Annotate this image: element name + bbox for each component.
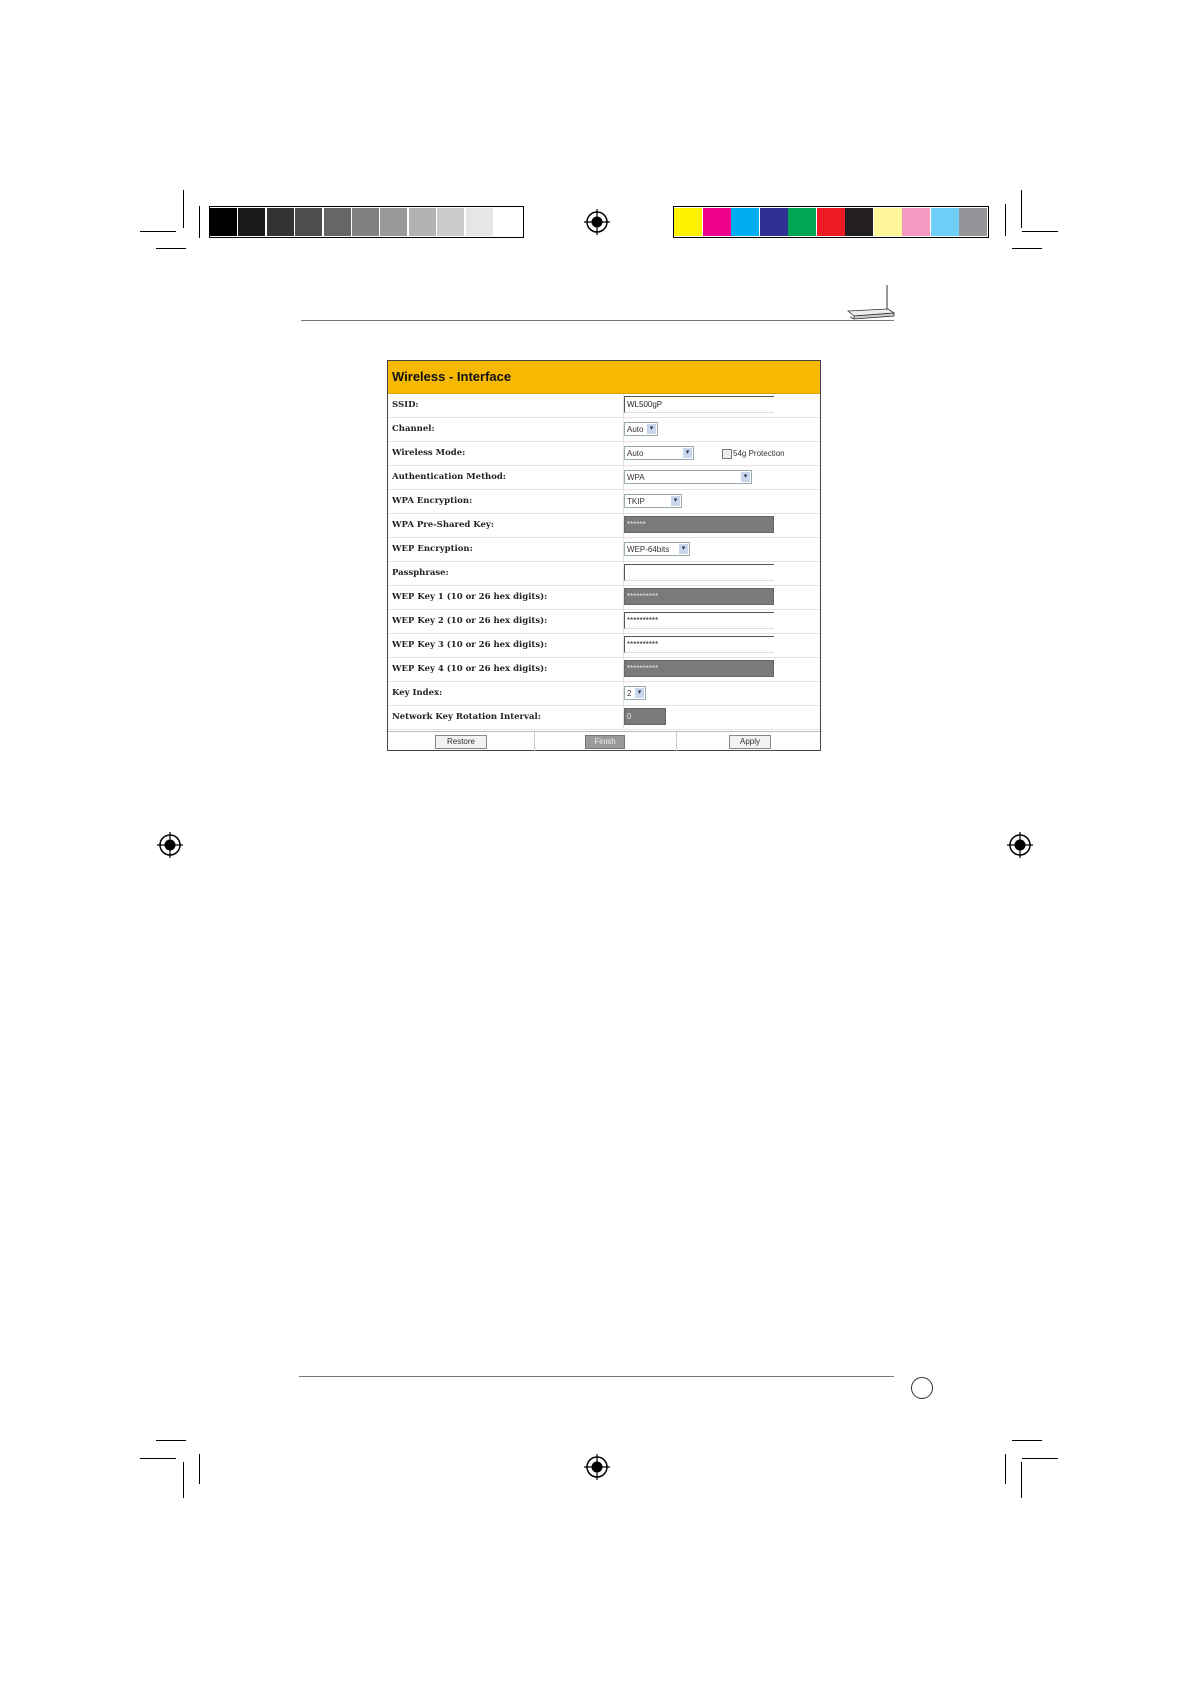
chevron-down-icon[interactable]: ▾ [679,544,688,554]
form-row [388,706,820,730]
wep-key1-input[interactable] [624,588,774,605]
wireless-interface-panel [387,360,821,751]
color-swatch [731,208,759,236]
rotation-interval-input[interactable] [624,708,666,725]
crop-mark [156,1440,186,1441]
wep-key2-input[interactable] [624,612,774,629]
field-value: TKIP [627,497,645,506]
field-value: Auto [627,425,644,434]
crop-mark [199,1454,200,1484]
crop-mark [1012,248,1042,249]
crop-mark [1022,1458,1058,1459]
form-row [388,442,820,466]
color-swatch [409,208,436,236]
crop-mark [199,206,200,238]
color-swatch [210,208,237,236]
field-value: ********** [627,616,659,625]
channel-select[interactable] [624,422,658,436]
crop-mark [140,231,176,232]
form-row [388,466,820,490]
field-label: Channel: [392,424,435,434]
color-swatch [931,208,959,236]
header-rule [301,320,894,321]
color-swatch [817,208,845,236]
registration-mark-icon [584,209,610,235]
checkbox-label: 54g Protection [733,449,785,458]
crop-mark [183,190,184,228]
grayscale-color-bar [209,206,524,238]
process-color-bar [673,206,989,238]
crop-mark [156,248,186,249]
color-swatch [267,208,294,236]
field-label: SSID: [392,400,419,410]
crop-mark [1005,204,1006,236]
footer-rule [299,1376,894,1377]
field-value: Auto [627,449,644,458]
field-value: ********** [627,640,659,649]
crop-mark [1022,231,1058,232]
field-label: WEP Key 2 (10 or 26 hex digits): [392,616,548,626]
crop-mark [1021,190,1022,228]
registration-mark-icon [157,832,183,858]
chevron-down-icon[interactable]: ▾ [671,496,680,506]
field-value: ********** [627,664,659,673]
color-swatch [380,208,407,236]
form-row [388,634,820,658]
finish-button[interactable]: Finish [585,735,625,749]
field-value: 0 [627,712,632,721]
color-swatch [788,208,816,236]
field-label: Key Index: [392,688,443,698]
ssid-input[interactable] [624,396,774,413]
chevron-down-icon[interactable]: ▾ [741,472,750,482]
form-row [388,562,820,586]
color-swatch [466,208,493,236]
chevron-down-icon[interactable]: ▾ [635,688,644,698]
field-value: WEP-64bits [627,545,670,554]
color-swatch [874,208,902,236]
color-swatch [674,208,702,236]
color-swatch [845,208,873,236]
crop-mark [140,1458,176,1459]
color-swatch [352,208,379,236]
field-label: WEP Key 4 (10 or 26 hex digits): [392,664,548,674]
color-swatch [902,208,930,236]
chevron-down-icon[interactable]: ▾ [647,424,656,434]
passphrase-input[interactable] [624,564,774,581]
chevron-down-icon[interactable]: ▾ [683,448,692,458]
form-row [388,538,820,562]
color-swatch [703,208,731,236]
color-swatch [760,208,788,236]
color-swatch [295,208,322,236]
field-value: WL500gP [627,400,663,409]
color-swatch [324,208,351,236]
54g-protection-checkbox[interactable] [722,449,732,459]
crop-mark [1021,1462,1022,1498]
field-label: WEP Encryption: [392,544,473,554]
field-label: Authentication Method: [392,472,506,482]
field-label: WEP Key 1 (10 or 26 hex digits): [392,592,548,602]
color-swatch [238,208,265,236]
form-row [388,418,820,442]
registration-mark-icon [1007,832,1033,858]
form-row [388,586,820,610]
panel-title: Wireless - Interface [388,361,820,394]
field-value: 2 [627,689,632,698]
field-label: WEP Key 3 (10 or 26 hex digits): [392,640,548,650]
color-swatch [437,208,464,236]
auth-method-select[interactable] [624,470,752,484]
wpa-encryption-select[interactable] [624,494,682,508]
field-value: ****** [627,520,646,529]
crop-mark [1012,1440,1042,1441]
registration-mark-icon [584,1454,610,1480]
crop-mark [183,1462,184,1498]
field-label: WPA Encryption: [392,496,473,506]
wpa-psk-input[interactable] [624,516,774,533]
form-row [388,490,820,514]
form-row [388,514,820,538]
form-row [388,394,820,418]
wep-encryption-select[interactable] [624,542,690,556]
field-label: Passphrase: [392,568,449,578]
router-icon [844,283,896,323]
apply-button[interactable]: Apply [729,735,771,749]
form-row [388,682,820,706]
key-index-select[interactable] [624,686,646,700]
field-label: WPA Pre-Shared Key: [392,520,494,530]
crop-mark [1005,1454,1006,1484]
field-value: WPA [627,473,645,482]
wireless-mode-select[interactable] [624,446,694,460]
color-swatch [959,208,987,236]
color-swatch [494,208,521,236]
field-value: ********** [627,592,659,601]
wep-key4-input[interactable] [624,660,774,677]
form-row [388,610,820,634]
button-bar [388,731,820,751]
restore-button[interactable]: Restore [435,735,487,749]
form-row [388,658,820,682]
field-label: Wireless Mode: [392,448,466,458]
wep-key3-input[interactable] [624,636,774,653]
field-label: Network Key Rotation Interval: [392,712,541,722]
page-number-circle [911,1377,933,1399]
